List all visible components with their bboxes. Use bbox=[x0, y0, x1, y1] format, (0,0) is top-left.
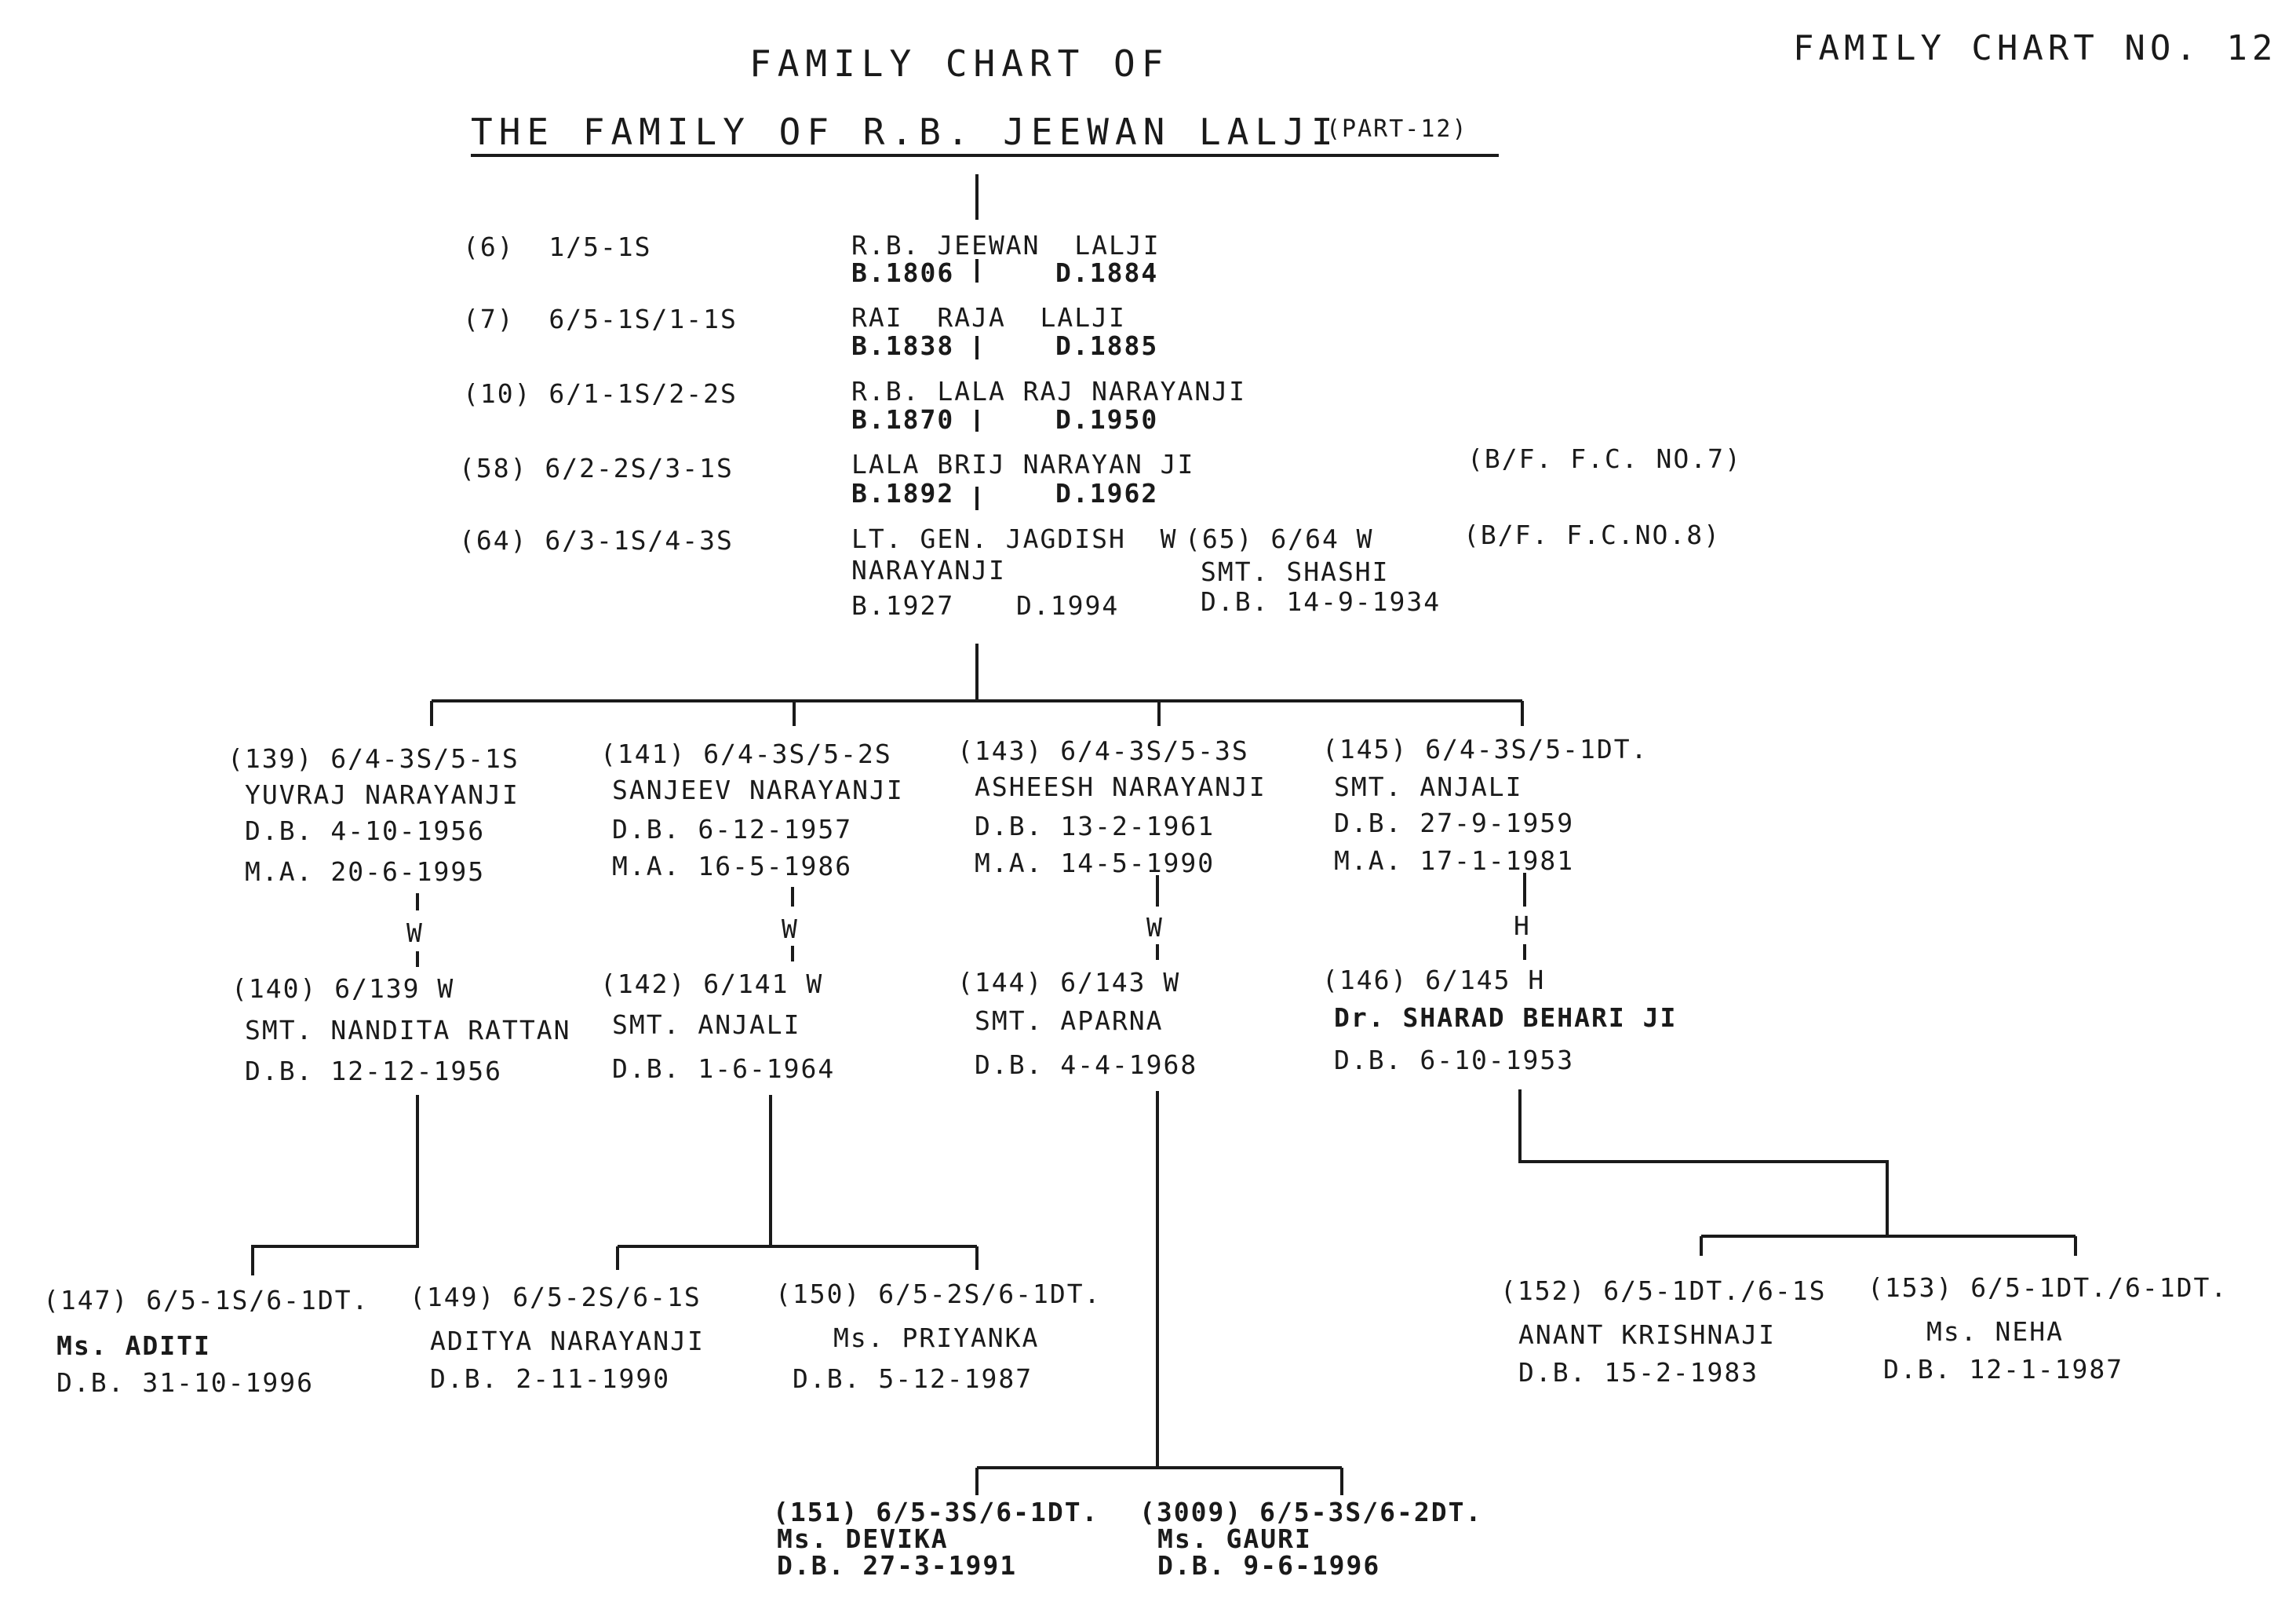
relation-marker: W bbox=[1146, 912, 1164, 943]
child-name: Ms. ADITI bbox=[56, 1330, 211, 1361]
lineage-death: D.1962 bbox=[1055, 478, 1159, 509]
cross-reference: (B/F. F.C.NO.8) bbox=[1463, 520, 1722, 550]
lineage-death: D.1885 bbox=[1055, 330, 1159, 361]
lineage-birth: B.1870 bbox=[851, 404, 955, 435]
lineage-death: D.1884 bbox=[1055, 257, 1159, 288]
child-code: (152) 6/5-1DT./6-1S bbox=[1500, 1275, 1827, 1306]
lineage-code: (10) 6/1-1S/2-2S bbox=[463, 378, 738, 409]
spouse-code: (140) 6/139 W bbox=[231, 973, 455, 1004]
part-label: (PART-12) bbox=[1326, 115, 1468, 143]
child-code: (153) 6/5-1DT./6-1DT. bbox=[1868, 1272, 2229, 1303]
spouse-dob: D.B. 12-12-1956 bbox=[245, 1056, 503, 1086]
member-dob: D.B. 6-12-1957 bbox=[612, 814, 853, 845]
chart-number: FAMILY CHART NO. 12 bbox=[1793, 28, 2278, 68]
lineage-code: (6) 1/5-1S bbox=[463, 232, 652, 262]
branch-anjali bbox=[1520, 1089, 1887, 1236]
child-name: Ms. NEHA bbox=[1926, 1316, 2064, 1347]
member-name: SANJEEV NARAYANJI bbox=[612, 775, 904, 805]
lineage-name: RAI RAJA LALJI bbox=[851, 302, 1126, 333]
member-marriage: M.A. 17-1-1981 bbox=[1334, 845, 1575, 876]
spouse-code: (144) 6/143 W bbox=[957, 967, 1181, 998]
lineage-code: (64) 6/3-1S/4-3S bbox=[459, 525, 734, 556]
child-code: (150) 6/5-2S/6-1DT. bbox=[775, 1279, 1102, 1309]
child-code: (149) 6/5-2S/6-1S bbox=[410, 1282, 702, 1312]
spouse-code: (65) 6/64 W bbox=[1185, 524, 1374, 554]
child-code: (3009) 6/5-3S/6-2DT. bbox=[1139, 1497, 1483, 1527]
member-name: ASHEESH NARAYANJI bbox=[975, 772, 1266, 802]
cross-reference: (B/F. F.C. NO.7) bbox=[1467, 443, 1742, 474]
spouse-dob: D.B. 14-9-1934 bbox=[1201, 586, 1441, 617]
lineage-code: (58) 6/2-2S/3-1S bbox=[459, 453, 734, 483]
spouse-name: Dr. SHARAD BEHARI JI bbox=[1334, 1002, 1678, 1033]
child-name: Ms. PRIYANKA bbox=[833, 1323, 1040, 1353]
child-dob: D.B. 2-11-1990 bbox=[430, 1363, 671, 1394]
lineage-death: D.1950 bbox=[1055, 404, 1159, 435]
relation-marker: H bbox=[1514, 910, 1531, 941]
lineage-name-cont: NARAYANJI bbox=[851, 555, 1006, 586]
lineage-name: LT. GEN. JAGDISH W bbox=[851, 524, 1178, 554]
child-name: ADITYA NARAYANJI bbox=[430, 1326, 705, 1356]
spouse-dob: D.B. 4-4-1968 bbox=[975, 1049, 1198, 1080]
child-code: (151) 6/5-3S/6-1DT. bbox=[773, 1497, 1099, 1527]
child-dob: D.B. 31-10-1996 bbox=[56, 1367, 315, 1398]
member-dob: D.B. 27-9-1959 bbox=[1334, 808, 1575, 838]
lineage-name: R.B. JEEWAN LALJI bbox=[851, 230, 1161, 261]
member-name: YUVRAJ NARAYANJI bbox=[245, 779, 519, 810]
spouse-dob: D.B. 6-10-1953 bbox=[1334, 1045, 1575, 1075]
child-name: Ms. DEVIKA bbox=[777, 1523, 949, 1554]
member-marriage: M.A. 20-6-1995 bbox=[245, 856, 486, 887]
lineage-name: LALA BRIJ NARAYAN JI bbox=[851, 449, 1195, 480]
spouse-name: SMT. ANJALI bbox=[612, 1009, 801, 1040]
member-dob: D.B. 13-2-1961 bbox=[975, 811, 1215, 841]
member-dob: D.B. 4-10-1956 bbox=[245, 815, 486, 846]
member-code: (145) 6/4-3S/5-1DT. bbox=[1322, 734, 1649, 764]
spouse-name: SMT. SHASHI bbox=[1201, 556, 1390, 587]
spouse-code: (146) 6/145 H bbox=[1322, 965, 1546, 995]
relation-marker: W bbox=[782, 914, 799, 944]
lineage-birth: B.1892 bbox=[851, 478, 955, 509]
child-dob: D.B. 12-1-1987 bbox=[1883, 1354, 2124, 1385]
family-title: THE FAMILY OF R.B. JEEWAN LALJI bbox=[471, 111, 1339, 153]
member-marriage: M.A. 16-5-1986 bbox=[612, 851, 853, 881]
lineage-code: (7) 6/5-1S/1-1S bbox=[463, 304, 738, 334]
child-dob: D.B. 5-12-1987 bbox=[793, 1363, 1033, 1394]
lineage-birth: B.1806 bbox=[851, 257, 955, 288]
member-marriage: M.A. 14-5-1990 bbox=[975, 848, 1215, 878]
child-dob: D.B. 27-3-1991 bbox=[777, 1550, 1018, 1581]
child-code: (147) 6/5-1S/6-1DT. bbox=[43, 1285, 370, 1315]
child-name: ANANT KRISHNAJI bbox=[1518, 1319, 1777, 1350]
lineage-birth: B.1927 bbox=[851, 590, 955, 621]
member-name: SMT. ANJALI bbox=[1334, 772, 1523, 802]
spouse-code: (142) 6/141 W bbox=[600, 969, 824, 999]
child-name: Ms. GAURI bbox=[1157, 1523, 1312, 1554]
member-code: (139) 6/4-3S/5-1S bbox=[228, 743, 519, 774]
branch-yuvraj bbox=[253, 1095, 417, 1275]
chart-title: FAMILY CHART OF bbox=[749, 42, 1170, 85]
spouse-name: SMT. APARNA bbox=[975, 1005, 1164, 1036]
relation-marker: W bbox=[406, 918, 424, 948]
lineage-birth: B.1838 bbox=[851, 330, 955, 361]
lineage-name: R.B. LALA RAJ NARAYANJI bbox=[851, 376, 1246, 407]
spouse-name: SMT. NANDITA RATTAN bbox=[245, 1015, 571, 1045]
member-code: (143) 6/4-3S/5-3S bbox=[957, 735, 1249, 766]
spouse-dob: D.B. 1-6-1964 bbox=[612, 1053, 836, 1084]
child-dob: D.B. 15-2-1983 bbox=[1518, 1357, 1759, 1388]
lineage-death: D.1994 bbox=[1016, 590, 1120, 621]
member-code: (141) 6/4-3S/5-2S bbox=[600, 739, 892, 769]
child-dob: D.B. 9-6-1996 bbox=[1157, 1550, 1381, 1581]
